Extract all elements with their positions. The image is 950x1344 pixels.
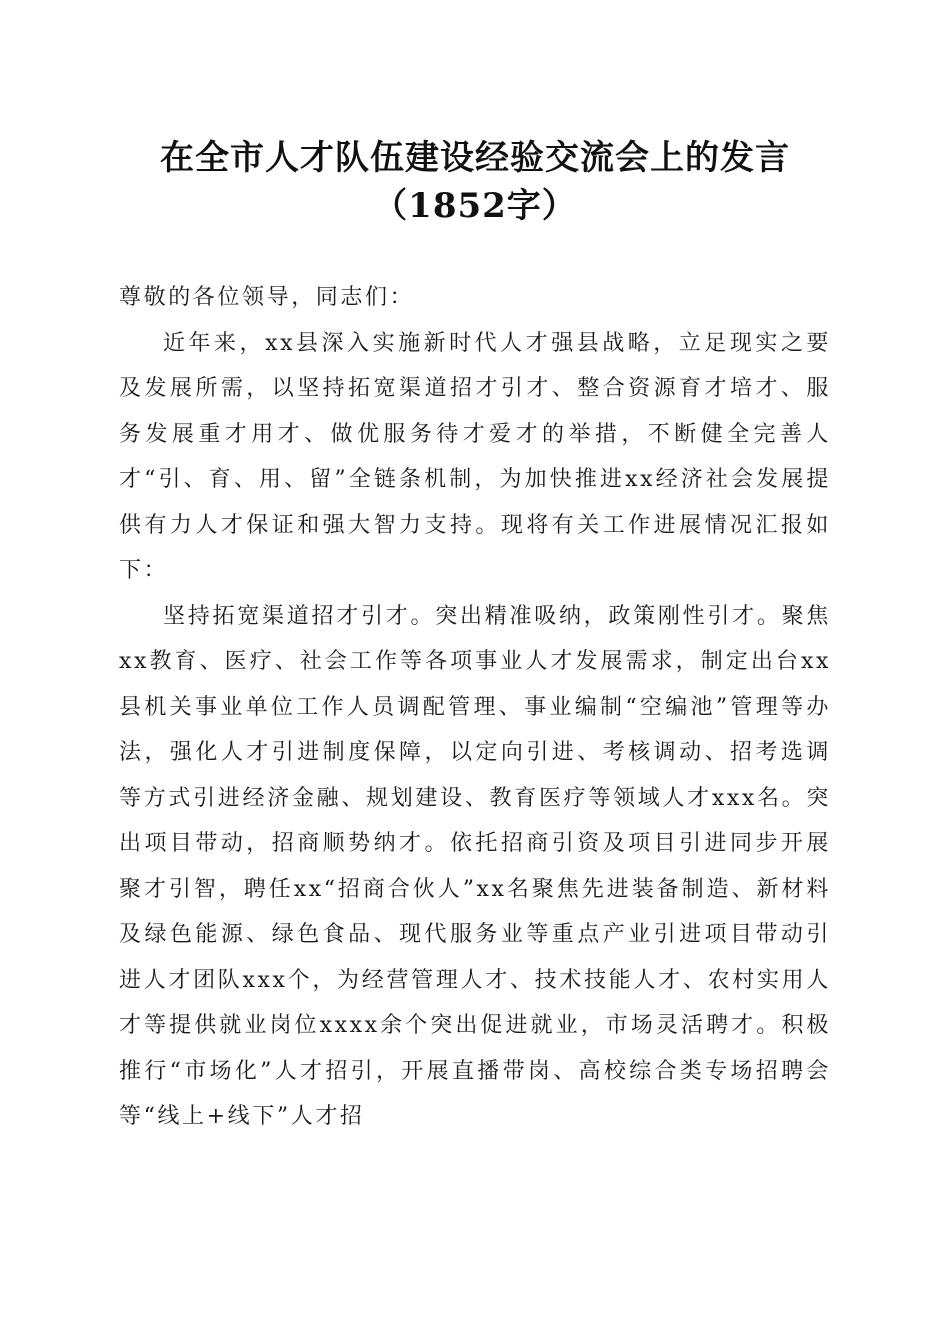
document-title: 在全市人才队伍建设经验交流会上的发言 xyxy=(160,138,790,178)
title-block xyxy=(0,134,950,230)
paragraph-intro: 近年来，xx县深入实施新时代人才强县战略，立足现实之要及发展所需，以坚持拓宽渠道招才引才、整合资源育才培才、服务发展重才用才、做优服务待才爱才的举措，不断健全完善人才“引、育、用、留”全链条机制，为加快推进xx经济社会发展提供有力人才保证和强大智力支持。现将有关工作进展情况汇报如下： xyxy=(119,330,831,583)
greeting: 尊敬的各位领导，同志们： xyxy=(119,285,415,310)
paragraph-recruitment: 坚持拓宽渠道招才引才。突出精准吸纳，政策刚性引才。聚焦xx教育、医疗、社会工作等各项事业人才发展需求，制定出台xx县机关事业单位工作人员调配管理、事业编制“空编池”管理等办法，强化人才引进制度保障，以定向引进、考核调动、招考选调等方式引进经济金融、规划建设、教育医疗等领域人才xxx名。突出项目带动，招商顺势纳才。依托招商引资及项目引进同步开展聚才引智，聘任xx“招商合伙人”xx名聚焦先进装备制造、新材料及绿色能源、绿色食品、现代服务业等重点产业引进项目带动引进人才团队xxx个，为经营管理人才、技术技能人才、农村实用人才等提供就业岗位xxxx余个突出促进就业，市场灵活聘才。积极推行“市场化”人才招引，开展直播带岗、高校综合类专场招聘会等“线上+线下”人才招 xyxy=(119,603,831,1129)
document-body xyxy=(119,275,831,1140)
document-subtitle: （1852字） xyxy=(373,186,577,226)
